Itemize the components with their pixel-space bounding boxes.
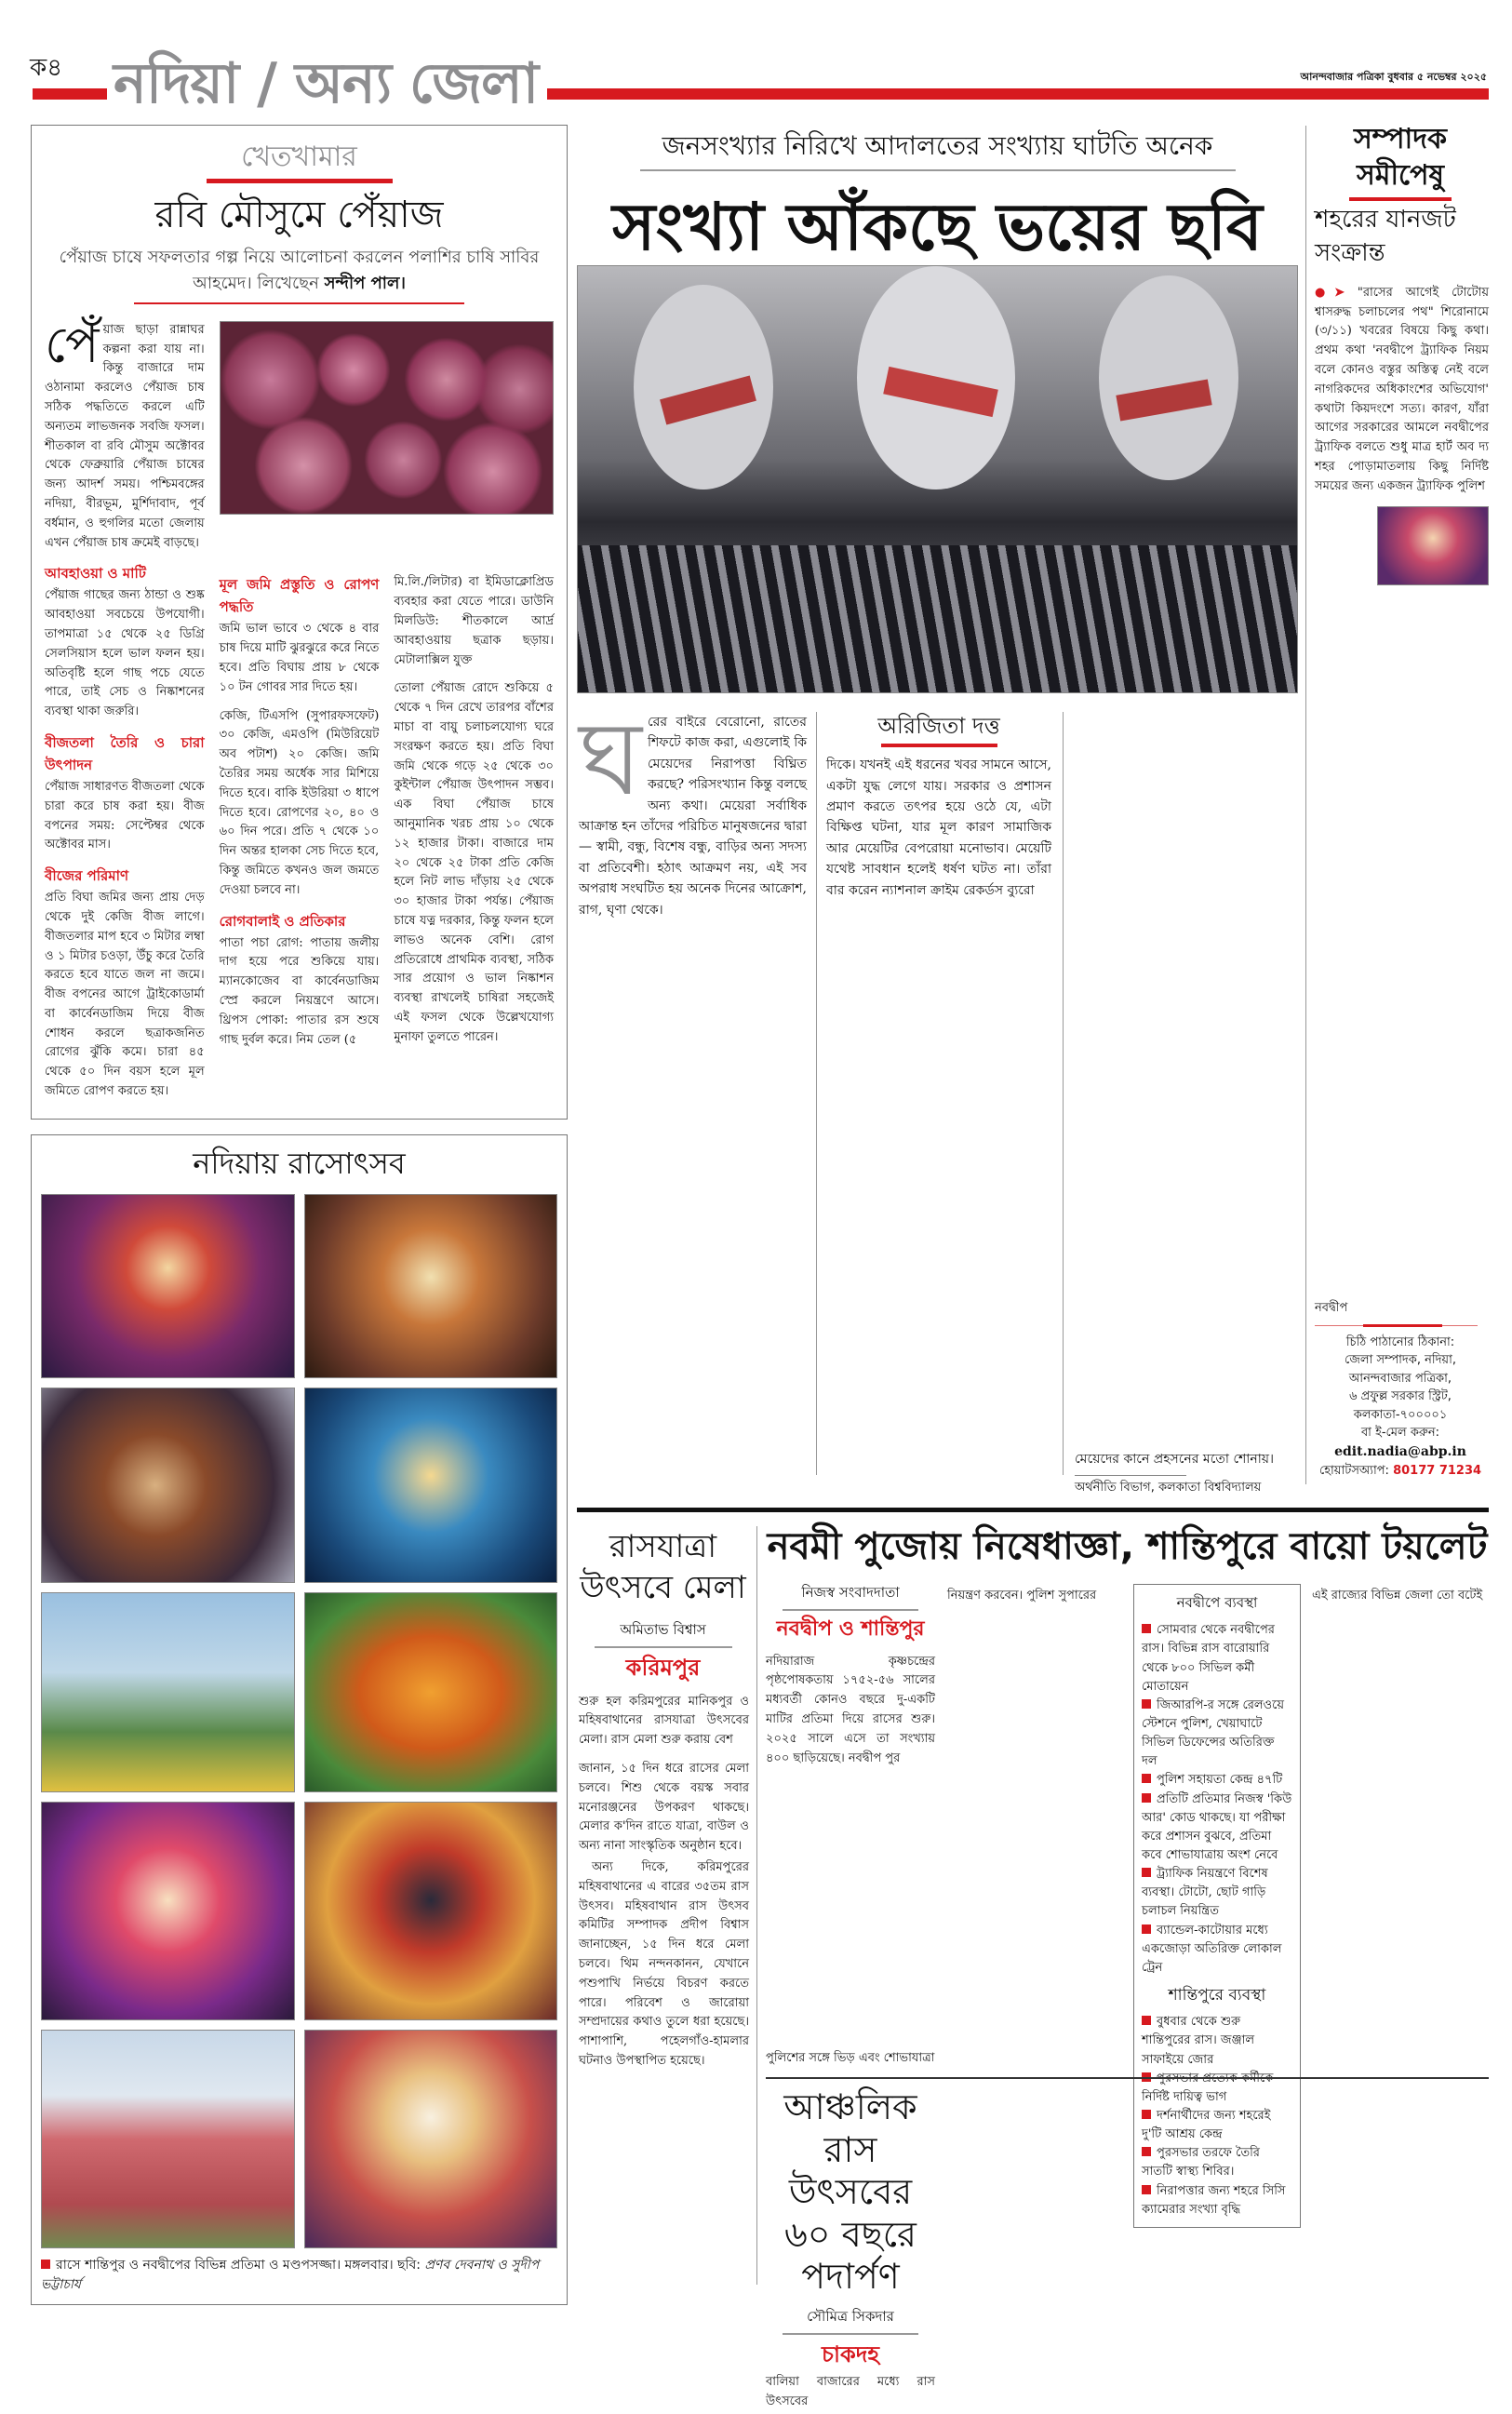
box-item: প্রতিটি প্রতিমার নিজস্ব 'কিউ আর' কোড থাকছে। যা পরীক্ষা করে প্রশাসন বুঝবে, প্রতিমা কবে শোভাযাত্রায় অংশ নেবে — [1142, 1791, 1292, 1862]
whatsapp-number[interactable]: 80177 71234 — [1393, 1463, 1482, 1478]
box-item: বুধবার থেকে শুরু শান্তিপুরের রাস। জঞ্জাল সাফাইয়ে জোর — [1142, 2015, 1255, 2067]
article-text: বালিয়া বাজারের মধ্যে রাস উৎসবের — [766, 2375, 935, 2408]
section-text: মি.লি./লিটার) বা ইমিডাক্লোপ্রিড ব্যবহার করা যেতে পারে। ডাউনি মিলডিউ: শীতকালে আর্দ্র আবহাওয়ায় ছত্রাক ছড়ায়। মেটালাক্সিল যুক্ত — [394, 575, 554, 667]
article-text: নিয়ন্ত্রণ করবেন। পুলিশ সুপারের — [947, 1589, 1097, 1603]
left-column — [31, 125, 568, 2305]
gallery-photos — [32, 1194, 567, 2248]
email-link[interactable]: edit.nadia@abp.in — [1334, 1443, 1466, 1459]
letter-text: "রাসের আগেই টোটোয় শ্বাসরুদ্ধ চলাচলের পথ" শিরোনামে (৩/১১) খবরের বিষয়ে কিছু কথা। প্রথম কথা 'নবদ্বীপে ট্র্যাফিক নিয়ম বলে কোনও বস্তুর অস্তিত্ব নেই বলে নাগরিকদের অধিকাংশের অভিযোগ' কথাটা কিয়দংশে সত্য। কারণ, যাঁরা আগের সরকারের আমলে নবদ্বীপের ট্র্যাফিক বলতে শুধু মাত্র হার্ট অব দ্য শহর পোড়ামাতলায় কিছু নির্দিষ্ট সময়ের জন্য একজন ট্র্যাফিক পুলিশ — [1315, 285, 1489, 493]
bullet-icon — [1142, 1793, 1151, 1803]
bullet-icon — [1142, 1774, 1151, 1783]
farm-subtitle — [56, 245, 542, 297]
box-item: নিরাপত্তার জন্য শহরে সিসি ক্যামেরার সংখ্যা বৃদ্ধি — [1142, 2183, 1286, 2217]
box-item: ব্যান্ডেল-কাটোয়ার মধ্যে একজোড়া অতিরিক্ত লোকাল ট্রেন — [1142, 1923, 1282, 1975]
ras-photo-6 — [304, 1592, 558, 1792]
ras-photo-9 — [41, 2030, 295, 2248]
nabami-col-5 — [1312, 1587, 1489, 1608]
bullet-icon — [1142, 2110, 1151, 2119]
bullet-icon — [1142, 1868, 1151, 1877]
photo-credit: প্রণব দেবনাথ ও সুদীপ ভট্টাচার্য — [41, 2258, 540, 2293]
dateline: নবদ্বীপ ও শান্তিপুর — [776, 1617, 925, 1641]
author: সন্দীপ পাল। — [324, 273, 406, 293]
byline: নিজস্ব সংবাদদাতা — [783, 1582, 918, 1611]
chakdah-byline-block — [766, 2306, 935, 2373]
ras-photo-10 — [304, 2030, 558, 2248]
letters-title — [1312, 121, 1489, 194]
kicker-underline — [207, 179, 393, 183]
durga-thumbnail — [1377, 506, 1489, 585]
box-item: জিআরপি-র সঙ্গে রেলওয়ে স্টেশনে পুলিশ, খেয়াঘাটে সিভিল ডিফেন্সের অতিরিক্ত দল — [1142, 1697, 1285, 1769]
gallery-caption — [41, 2256, 557, 2295]
farm-feature-box — [31, 125, 568, 1120]
article-text: এই রাজ্যের বিভিন্ন জেলা তো বটেই — [1312, 1589, 1483, 1603]
page-number: ক৪ — [30, 54, 63, 82]
chakdah-headline: আঞ্চলিক রাস উৎসবের ৬০ বছরে পদার্পণ — [783, 2086, 917, 2298]
rasyatra-headline: রাসযাত্রা উৎসবে মেলা — [580, 1528, 746, 1607]
column-rule — [1063, 712, 1064, 1475]
onion-photo — [220, 321, 554, 515]
dateline: করিমপুর — [625, 1655, 701, 1682]
caption-text: রাসে শান্তিপুর ও নবদ্বীপের বিভিন্ন প্রতিমা ও মণ্ডপসজ্জা। মঙ্গলবার। ছবি: — [56, 2258, 421, 2273]
box-item: নির্দিষ্ট দায়িত্ব ভাগ — [1142, 2070, 1292, 2107]
nabami-headline: নবমী পুজোয় নিষেধাজ্ঞা, শান্তিপুরে বায়ো টয়লেট — [767, 1525, 1488, 1568]
column-rule — [756, 1526, 757, 2285]
nabami-col-2 — [766, 1653, 935, 1771]
ras-photo-3 — [41, 1388, 295, 1583]
farm-col-3 — [394, 573, 554, 1104]
section-heading: মূল জমি প্রস্তুতি ও রোপণ পদ্ধতি — [219, 576, 380, 616]
lead-author: অরিজিতা দত্ত — [877, 713, 1000, 739]
bullet-icon — [1142, 1699, 1151, 1709]
letters-spacer — [1312, 585, 1489, 1299]
letters-title-underline — [1349, 197, 1452, 201]
section-title: নদিয়া / অন্য জেলা — [114, 51, 539, 116]
whatsapp-label: হোয়াটসঅ্যাপ: — [1318, 1463, 1389, 1478]
section-text: পেঁয়াজ সাধারণত বীজতলা থেকে চারা করে চাষ করা হয়। বীজ বপনের সময়: সেপ্টেম্বর থেকে অক্টোবর মাস। — [45, 779, 205, 852]
ras-gallery-box — [31, 1134, 568, 2306]
letters-title-line: সমীপেষু — [1356, 159, 1445, 192]
column-spacer — [766, 1770, 935, 2049]
lead-col-2-stack — [826, 712, 1051, 903]
section-text: জমি ভাল ভাবে ৩ থেকে ৪ বার চাষ দিয়ে মাটি ঝুরঝুরে করে নিতে হবে। প্রতি বিঘায় প্রায় ৮ থেকে ১০ টন গোবর সার দিতে হয়। — [219, 622, 380, 694]
subtitle-text: পেঁয়াজ চাষে সফলতার গল্প নিয়ে আলোচনা করলেন পলাশির চাষি সাবির আহমেদ। লিখেছেন — [59, 248, 540, 293]
chakdah-body — [766, 2373, 935, 2414]
address-line: চিঠি পাঠানোর ঠিকানা: — [1345, 1334, 1455, 1349]
lead-col-1 — [579, 699, 807, 922]
letter-body — [1315, 284, 1489, 499]
bullet-icon — [1142, 2016, 1151, 2025]
header-rule-right — [547, 88, 1489, 100]
address-line: ৬ প্রফুল্ল সরকার স্ট্রিট, — [1349, 1389, 1452, 1403]
kicker-rule — [640, 169, 1236, 171]
lead-kicker: জনসংখ্যার নিরিখে আদালতের সংখ্যায় ঘাটতি অনেক — [662, 130, 1213, 161]
farm-kicker: খেতখামার — [241, 141, 357, 173]
dropcap: পেঁ — [45, 315, 100, 374]
ras-photo-7 — [41, 1802, 295, 2020]
paper-date: আনন্দবাজার পত্রিকা বুধবার ৫ নভেম্বর ২০২৫ — [1300, 71, 1487, 83]
farm-col-2 — [220, 573, 380, 1104]
box-item: পুলিশ সহায়তা কেন্দ্র ৪৭টি — [1142, 1771, 1292, 1790]
farm-columns — [32, 315, 567, 1119]
section-text: প্রতি বিঘা জমির জন্য প্রায় দেড় থেকে দুই কেজি বীজ লাগে। বীজতলার মাপ হবে ৩ মিটার লম্বা ও ১ মিটার চওড়া, উঁচু করে তৈরি করতে হবে যাতে জল না জমে। বীজ বপনের আগে ট্রাইকোডার্মা বা কার্বেনডাজিম দিয়ে বীজ শোধন করলে ছত্রাকজনিত রোগের ঝুঁকি কমে। চারা ৪৫ থেকে ৫০ দিন বয়স হলে মূল জমিতে রোপণ করতে হয়। — [45, 891, 205, 1099]
rasyatra-column — [577, 1526, 749, 2073]
farm-intro: য়াজ ছাড়া রান্নাঘর কল্পনা করা যায় না। কিন্তু বাজারে দাম ওঠানামা করলেও পেঁয়াজ চাষ সঠিক পদ্ধতিতে করলে এটি অন্যতম লাভজনক সবজি ফসল। শীতকাল বা রবি মৌসুম অক্টোবর থেকে ফেব্রুয়ারি পেঁয়াজ চাষের জন্য আদর্শ সময়। পশ্চিমবঙ্গের নদিয়া, বীরভূম, মুর্শিদাবাদ, পূর্ব বর্ধমান, ও হুগলির মতো জেলায় এখন পেঁয়াজ চাষ ক্রমেই বাড়ছে। — [45, 322, 205, 550]
author-affiliation: অর্থনীতি বিভাগ, কলকাতা বিশ্ববিদ্যালয় — [1075, 1480, 1262, 1495]
box-item: পুরসভার তরফে তৈরি সাতটি স্বাস্থ্য শিবির। — [1142, 2146, 1260, 2179]
box-item: দর্শনার্থীদের জন্য শহরেই দু'টি আশ্রয় কেন্দ্র — [1142, 2108, 1271, 2142]
ras-photo-5 — [41, 1592, 295, 1792]
bullet-icon — [1142, 2185, 1151, 2194]
chakdah-divider — [766, 2077, 1489, 2079]
lead-text: মেয়েদের কানে প্রহসনের মতো শোনায়। — [1075, 1452, 1275, 1468]
byline: সৌমিত্র সিকদার — [783, 2306, 918, 2335]
bullet-icon — [1142, 2147, 1151, 2156]
arrangements-box — [1133, 1584, 1301, 2228]
author-underline — [881, 744, 997, 747]
raised-hands — [578, 545, 1298, 693]
lead-col-2 — [826, 755, 1051, 903]
section-text: পাতা পচা রোগ: পাতায় জলীয় দাগ হয়ে পরে শুকিয়ে যায়। ম্যানকোজেব বা কার্বেনডাজিম স্প্রে করলে নিয়ন্ত্রণে আসে। থ্রিপস পোকা: পাতার রস শুষে গাছ দুর্বল করে। নিম তেল (৫ — [219, 935, 380, 1047]
affiliation-rule — [1075, 1475, 1186, 1476]
section-heading: আবহাওয়া ও মাটি — [45, 565, 146, 583]
article-text: অন্য দিকে, করিমপুরের মহিষবাথানের এ বারের ৩৫তম রাস উৎসব। মহিষবাথান রাস উৎসব কমিটির সম্পাদক প্রদীপ বিশ্বাস জানাচ্ছেন, ১৫ দিন ধরে মেলা চলবে। থিম নন্দনকানন, যেখানে পশুপাখি নির্ভয়ে বিচরণ করতে পারে। পরিবেশ ও জারোয়া সম্প্রদায়ের কথাও তুলে ধরা হয়েছে। পাশাপাশি, পহেলগাঁও-হামলার ঘটনাও উপস্থাপিত হয়েছে। — [579, 1859, 749, 2068]
article-text: শুরু হল করিমপুরের মানিকপুর ও মহিষবাথানের রাসযাত্রা উৎসবের মেলা। রাস মেলা শুরু করায় বেশ — [579, 1694, 749, 1748]
nabami-col-2-stack — [766, 1582, 935, 2071]
face-shape — [1099, 275, 1238, 480]
whatsapp-line — [1312, 1462, 1489, 1481]
rasyatra-body — [577, 1693, 749, 2073]
nabami-col-3 — [947, 1587, 1124, 1608]
box-title-nabadwip: নবদ্বীপে ব্যবস্থা — [1176, 1594, 1258, 1611]
lead-col-3 — [1075, 1449, 1298, 1496]
article-text: নদিয়ারাজ কৃষ্ণচন্দ্রের পৃষ্ঠপোষকতায় ১৭৫২-৫৬ সালের মধ্যবর্তী কোনও বছরে দু-একটি মাটির প্রতিমা দিয়ে রাসের শুরু। ২০২৫ সালে এসে তা সংখ্যায় ৪০০ ছাড়িয়েছে। নবদ্বীপ পুর — [766, 1654, 935, 1765]
gallery-title: নদিয়ায় রাসোৎসব — [193, 1145, 406, 1181]
column-rule — [1305, 126, 1306, 1484]
lead-text: রের বাইরে বেরোনো, রাতের শিফটে কাজ করা, এগুলোই কি মেয়েদের নিরাপত্তা বিঘ্নিত করছে? পরিসংখ্যান কিন্তু বলছে অন্য কথা। মেয়েরা সর্বাধিক আক্রান্ত হন তাঁদের পরিচিত মানুষজনের দ্বারা— স্বামী, বন্ধু, বিশেষ বন্ধু, বাড়ির অন্য সদস্য বা প্রতিবেশী। হঠাৎ আক্রমণ নয়, এই সব অপরাধ সংঘটিত হয় অনেক দিনের আক্রোশ, রাগ, ঘৃণা থেকে। — [579, 715, 807, 918]
byline: অমিতাভ বিশ্বাস — [595, 1619, 732, 1648]
section-text: পেঁয়াজ গাছের জন্য ঠান্ডা ও শুষ্ক আবহাওয়া সবচেয়ে উপযোগী। তাপমাত্রা ১৫ থেকে ২৫ ডিগ্রি সেলসিয়াস হলে ভাল ফলন হয়। অতিবৃষ্টি হলে গাছ পচে যেতে পারে, তাই সেচ ও নিষ্কাশনের ব্যবস্থা থাকা জরুরি। — [45, 588, 205, 719]
section-text: তোলা পেঁয়াজ রোদে শুকিয়ে ৫ থেকে ৭ দিন রেখে তারপর বাঁশের মাচা বা বায়ু চলাচলযোগ্য ঘরে সংরক্ষণ করতে হয়। প্রতি বিঘা জমি থেকে গড়ে ২৫ থেকে ৩০ কুইন্টাল পেঁয়াজ উৎপাদন সম্ভব। এক বিঘা পেঁয়াজ চাষে আনুমানিক খরচ প্রায় ১০ থেকে ১২ হাজার টাকা। বাজারে দাম ২০ থেকে ২৫ টাকা প্রতি কেজি হলে নিট লাভ দাঁড়ায় ২৫ থেকে ৩০ হাজার টাকা পর্যন্ত। পেঁয়াজ চাষে যত্ন দরকার, কিন্তু ফলন হলে লাভও অনেক বেশি। রোগ প্রতিরোধে প্রাথমিক ব্যবস্থা, সঠিক সার প্রয়োগ ও ভাল নিষ্কাশন ব্যবস্থা রাখলেই চাষিরা সহজেই এই ফসল থেকে উল্লেখযোগ্য মুনাফা তুলতে পারেন। — [394, 681, 554, 1044]
ras-photo-1 — [41, 1194, 295, 1378]
dropcap: ঘ — [579, 699, 642, 818]
farm-headline: রবি মৌসুমে পেঁয়াজ — [154, 194, 444, 236]
bullet-icon — [1142, 1924, 1151, 1934]
lead-col-3-text — [1075, 1449, 1298, 1471]
farm-col-1 — [45, 315, 205, 1104]
nabami-col-2-end — [766, 2049, 935, 2071]
box-item: সোমবার থেকে নবদ্বীপের রাস। বিভিন্ন রাস বারোয়ারি থেকে ৮০০ সিভিল কর্মী মোতায়েন — [1142, 1623, 1275, 1694]
lead-illustration — [577, 265, 1298, 693]
letter-title: শহরের যানজট সংক্রান্ত — [1315, 206, 1456, 268]
column-rule — [816, 712, 817, 1475]
section-text: কেজি, টিএসপি (সুপারফসফেট) ৩০ কেজি, এমওপি (মিউরিয়েট অব পটাশ) ২০ কেজি। জমি তৈরির সময় অর্ধেক সার মিশিয়ে দিতে হবে। বাকি ইউরিয়া ৩ ধাপে দিতে হবে। রোপণের ২০, ৪০ ও ৬০ দিন পরে। প্রতি ৭ থেকে ১০ দিন অন্তর হালকা সেচ দিতে হবে, কিন্তু জমিতে কখনও জল জমতে দেওয়া চলবে না। — [219, 708, 380, 897]
article-text: জানান, ১৫ দিন ধরে রাসের মেলা চলবে। শিশু থেকে বয়স্ক সবার মনোরঞ্জনের উপকরণ থাকছে। মেলার ক'দিন রাতে যাত্রা, বাউল ও অন্য নানা সাংস্কৃতিক অনুষ্ঠান হবে। — [579, 1761, 749, 1854]
bullet-icon — [1142, 1624, 1151, 1633]
section-heading: রোগবালাই ও প্রতিকার — [219, 912, 346, 930]
address-line: আনন্দবাজার পত্রিকা, — [1348, 1371, 1452, 1386]
letters-address — [1312, 1334, 1489, 1481]
lead-text: দিকে। যখনই এই ধরনের খবর সামনে আসে, একটা যুদ্ধ লেগে যায়। সরকার ও প্রশাসন প্রমাণ করতে তৎপর হয়ে ওঠে যে, এটা বিক্ষিপ্ত ঘটনা, যার মূল কারণ সামাজিক আর মেয়েটির বেপরোয়া মনোভাব। মেয়েটি যথেষ্ট সাবধান হলেই ধর্ষণ ঘটত না। তাঁরা বার করেন ন্যাশনাল ক্রাইম রেকর্ডস ব্যুরো — [826, 758, 1051, 898]
letter-signoff: নবদ্বীপ — [1315, 1301, 1348, 1315]
chakdah-column — [766, 2086, 935, 2414]
section-heading: বীজতলা তৈরি ও চারা উৎপাদন — [45, 733, 205, 773]
section-heading: বীজের পরিমাণ — [45, 867, 129, 885]
rasyatra-byline-block — [577, 1619, 749, 1692]
address-line: কলকাতা-৭০০০০১ — [1353, 1407, 1448, 1422]
dateline: চাকদহ — [822, 2340, 879, 2367]
header-rule-left — [33, 88, 107, 100]
box-title-santipur: শান্তিপুরে ব্যবস্থা — [1168, 1985, 1266, 2005]
arrow-icon: ●➤ — [1315, 285, 1345, 300]
ras-photo-4 — [304, 1388, 558, 1583]
lead-headline: সংখ্যা আঁকছে ভয়ের ছবি — [612, 189, 1263, 265]
subtitle-underline — [134, 302, 464, 304]
address-rule — [1315, 1325, 1478, 1326]
ras-photo-8 — [304, 1802, 558, 2020]
box-item: ট্র্যাফিক নিয়ন্ত্রণে বিশেষ ব্যবস্থা। টোটো, ছোট গাড়ি চলাচল নিয়ন্ত্রিত — [1142, 1867, 1268, 1919]
address-line: বা ই-মেল করুন: — [1360, 1426, 1440, 1440]
address-line: জেলা সম্পাদক, নদিয়া, — [1345, 1353, 1456, 1367]
letters-title-line: সম্পাদক — [1353, 123, 1448, 155]
caption-bullet-icon — [41, 2260, 50, 2269]
ras-photo-2 — [304, 1194, 558, 1378]
article-text: পুলিশের সঙ্গে ভিড় এবং শোভাযাত্রা — [766, 2051, 935, 2066]
section-divider — [577, 1508, 1489, 1512]
letters-column — [1312, 121, 1489, 1480]
address-rule-accent — [1363, 1324, 1442, 1327]
